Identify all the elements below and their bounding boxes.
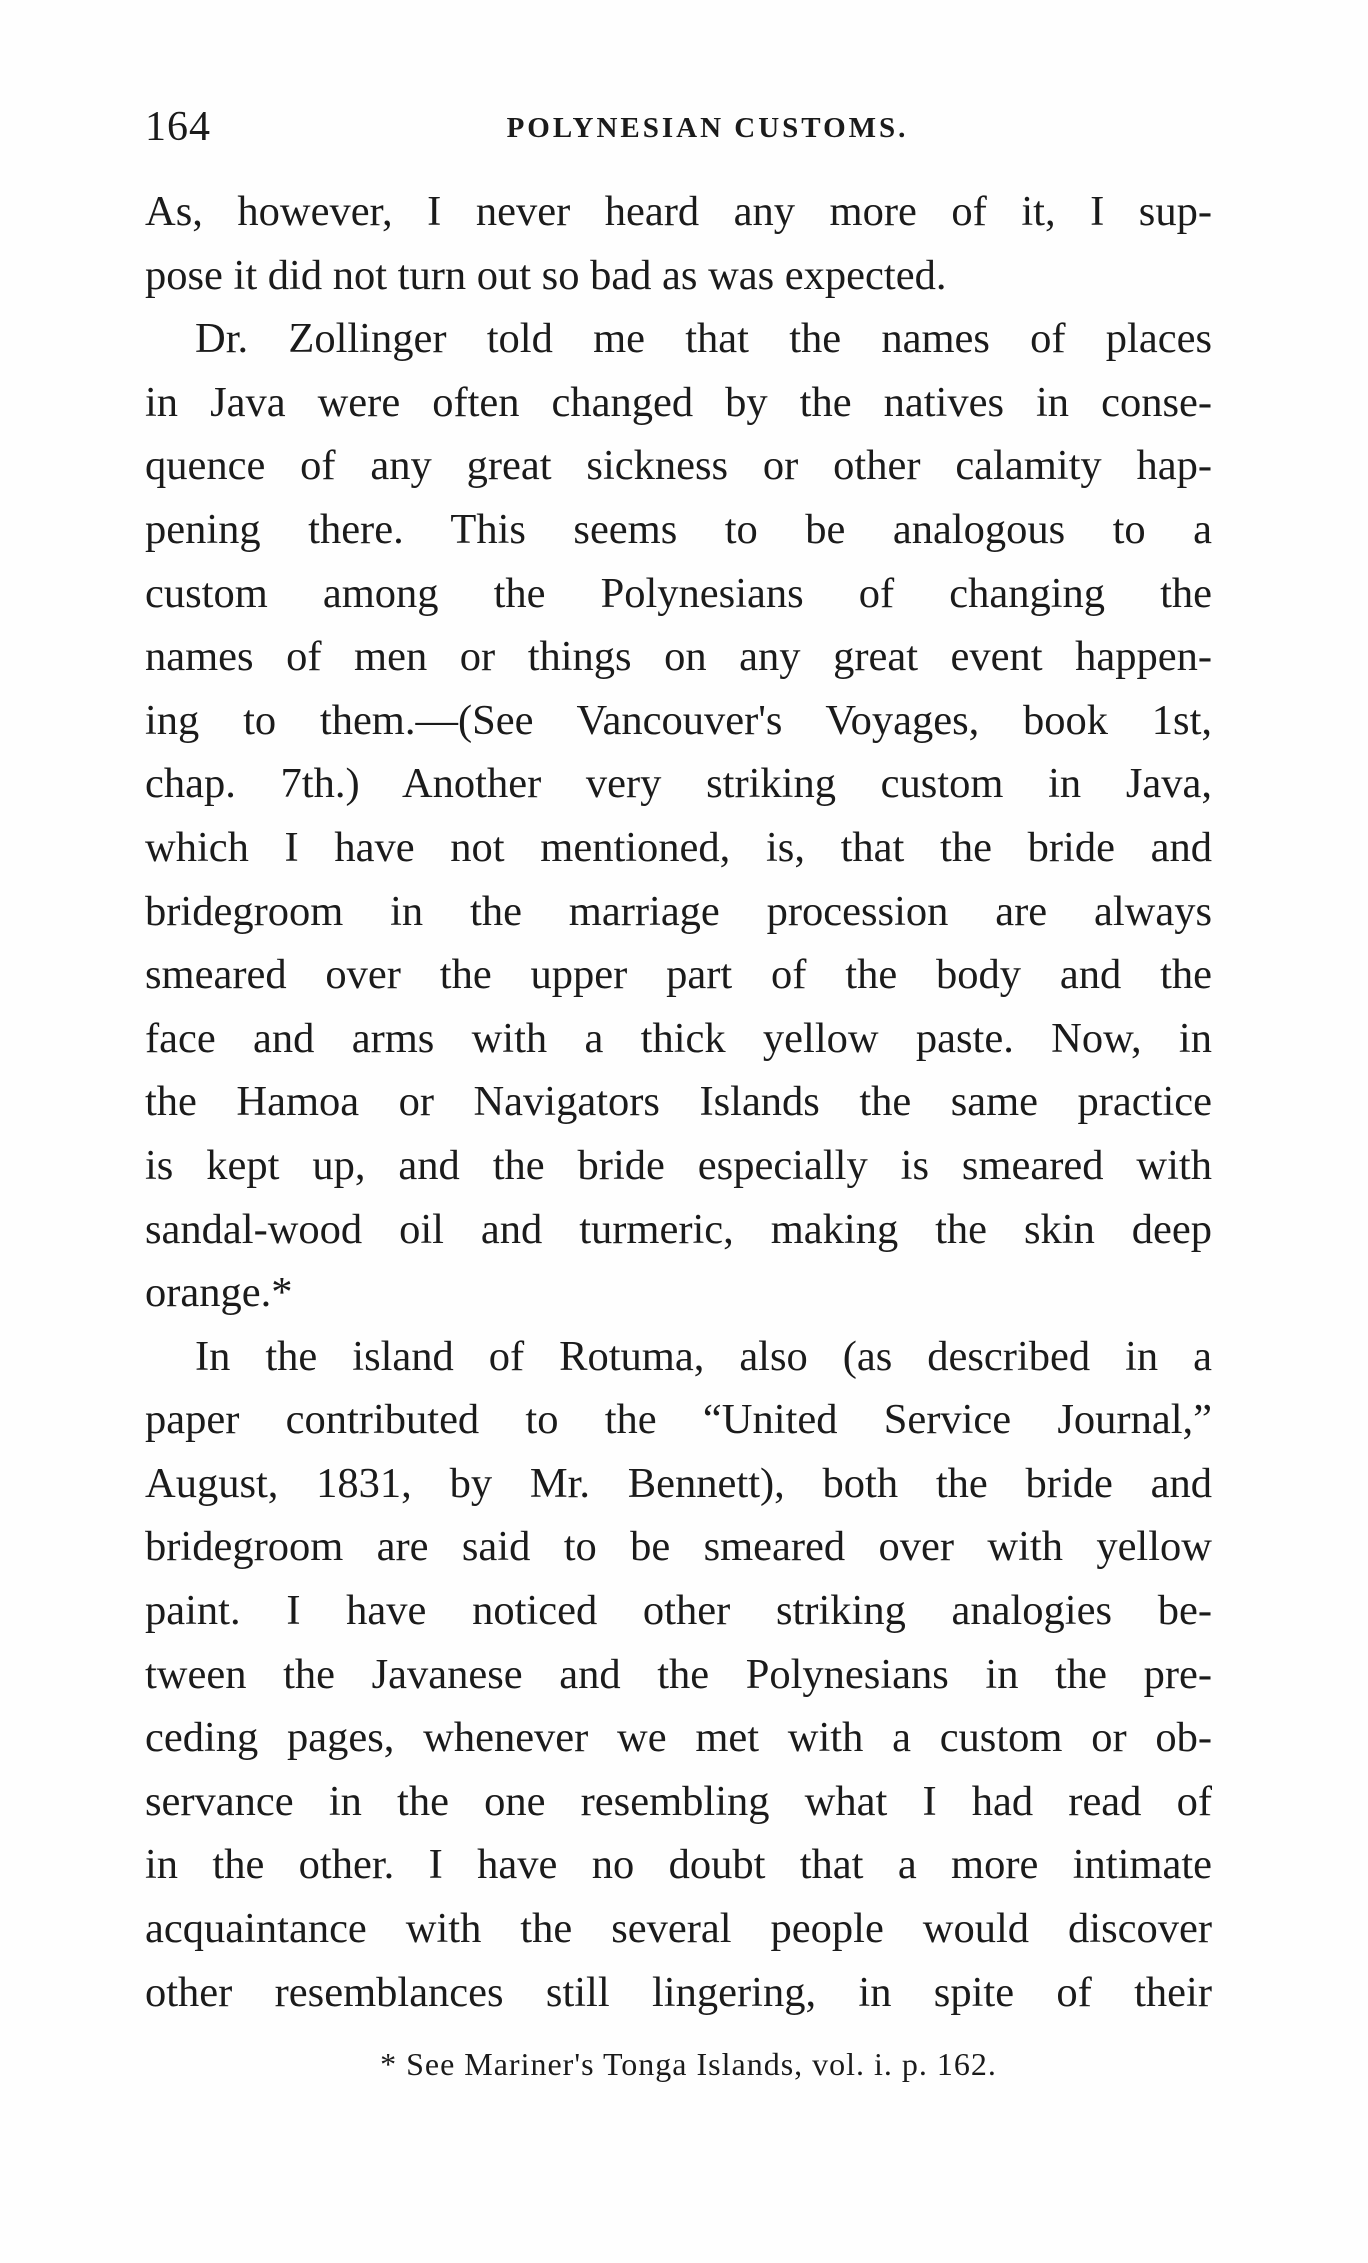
text-line: bridegroom in the marriage procession are always xyxy=(145,887,1212,935)
text-line: in the other. I have no doubt that a more intimate xyxy=(145,1841,1212,1889)
text-line: chap. 7th.) Another very striking custom in Java, xyxy=(145,760,1212,808)
text-line: which I have not mentioned, is, that the bride and xyxy=(145,823,1212,871)
text-line: bridegroom are said to be smeared over with yellow xyxy=(145,1523,1212,1571)
text-line: in Java were often changed by the natives in conse- xyxy=(145,378,1212,426)
text-line: acquaintance with the several people would discover xyxy=(145,1905,1212,1953)
text-line: is kept up, and the bride especially is smeared with xyxy=(145,1141,1212,1189)
text-line: the Hamoa or Navigators Islands the same practice xyxy=(145,1078,1212,1126)
text-line: As, however, I never heard any more of it, I sup- xyxy=(145,188,1212,235)
text-line: tween the Javanese and the Polynesians in the pre- xyxy=(145,1650,1212,1698)
text-line: names of men or things on any great event happen- xyxy=(145,633,1212,681)
text-line: smeared over the upper part of the body and the xyxy=(145,951,1212,999)
running-title: POLYNESIAN CUSTOMS. xyxy=(506,112,909,144)
text-line: servance in the one resembling what I had read of xyxy=(145,1777,1212,1825)
body-text xyxy=(145,180,1212,2024)
text-line: August, 1831, by Mr. Bennett), both the bride and xyxy=(145,1459,1212,1507)
text-line: orange.* xyxy=(145,1269,293,1317)
text-line: In the island of Rotuma, also (as described in a xyxy=(195,1332,1212,1380)
text-line: pening there. This seems to be analogous to a xyxy=(145,505,1212,553)
text-line: paper contributed to the “United Service Journal,” xyxy=(145,1396,1212,1444)
text-line: Dr. Zollinger told me that the names of places xyxy=(195,315,1212,363)
text-line: pose it did not turn out so bad as was expected. xyxy=(145,251,947,299)
text-line: custom among the Polynesians of changing the xyxy=(145,569,1212,617)
footnote: * See Mariner's Tonga Islands, vol. i. p. 162. xyxy=(380,2046,997,2082)
text-line: ceding pages, whenever we met with a custom or ob- xyxy=(145,1714,1212,1762)
running-head xyxy=(145,102,1215,152)
page-number: 164 xyxy=(145,104,211,150)
text-line: face and arms with a thick yellow paste. Now, in xyxy=(145,1014,1212,1062)
text-line: other resemblances still lingering, in spite of their xyxy=(145,1968,1212,2016)
text-line: quence of any great sickness or other calamity hap- xyxy=(145,442,1212,490)
text-line: ing to them.—(See Vancouver's Voyages, book 1st, xyxy=(145,696,1212,744)
text-line: paint. I have noticed other striking analogies be- xyxy=(145,1587,1212,1635)
text-line: sandal-wood oil and turmeric, making the skin deep xyxy=(145,1205,1212,1253)
